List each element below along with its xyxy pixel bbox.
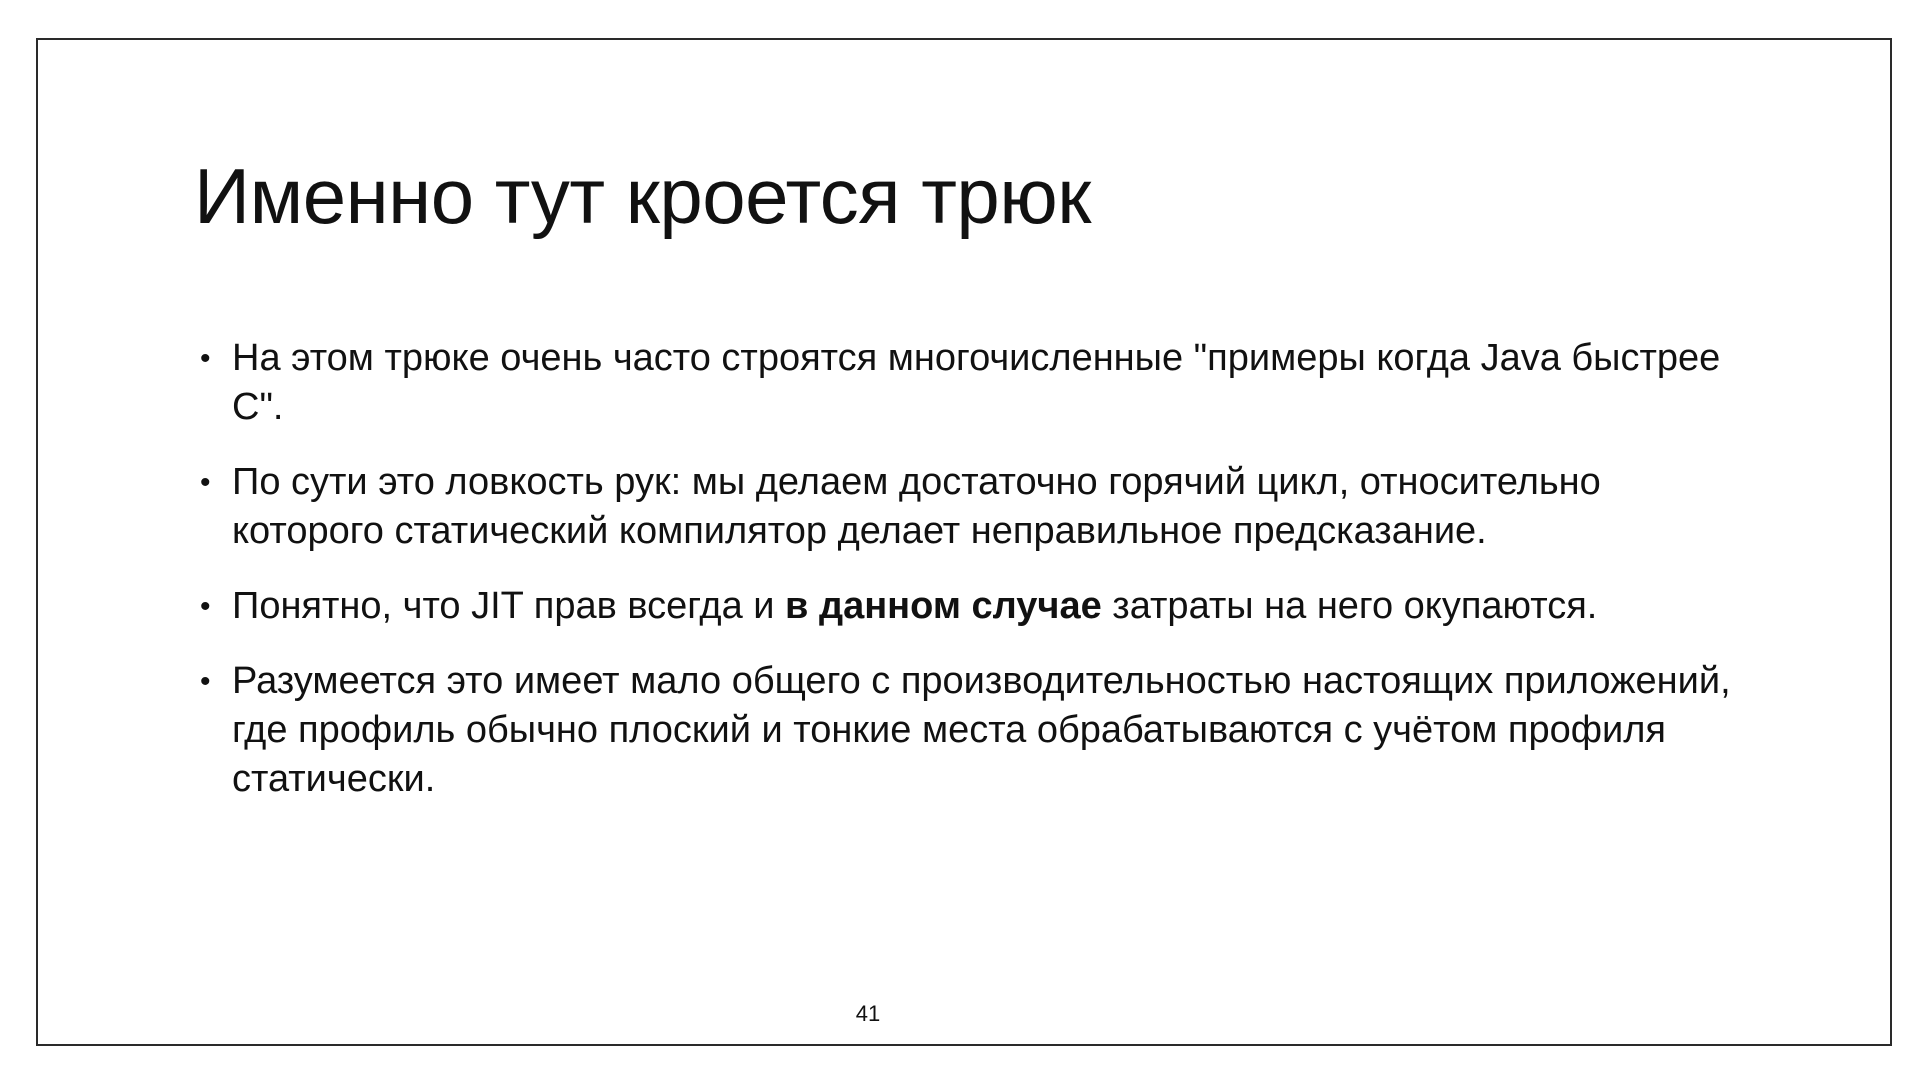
bullet-text-emphasis: в данном случае xyxy=(785,585,1102,627)
bullet-list xyxy=(200,334,1760,804)
bullet-dot-icon: • xyxy=(200,466,211,499)
bullet-item xyxy=(200,657,1760,804)
bullet-item xyxy=(200,334,1760,432)
bullet-text: По сути это ловкость рук: мы делаем достаточно горячий цикл, относительно которого статический компилятор делает неправильное предсказание. xyxy=(232,461,1601,552)
bullet-dot-icon: • xyxy=(200,665,211,698)
bullet-text-after: затраты на него окупаются. xyxy=(1101,585,1598,627)
bullet-item xyxy=(200,458,1760,556)
bullet-dot-icon: • xyxy=(200,342,211,375)
bullet-item xyxy=(200,582,1760,631)
page-number: 41 xyxy=(855,1001,881,1026)
slide-title: Именно тут кроется трюк xyxy=(194,152,1091,240)
bullet-text: Разумеется это имеет мало общего с производительностью настоящих приложений, где профиль обычно плоский и тонкие места обрабатываются с учётом профиля статически. xyxy=(232,660,1731,800)
bullet-text: На этом трюке очень часто строятся многочисленные "примеры когда Java быстрее С". xyxy=(232,337,1721,428)
bullet-text-before: Понятно, что JIT прав всегда и xyxy=(232,585,786,627)
bullet-dot-icon: • xyxy=(200,590,211,623)
